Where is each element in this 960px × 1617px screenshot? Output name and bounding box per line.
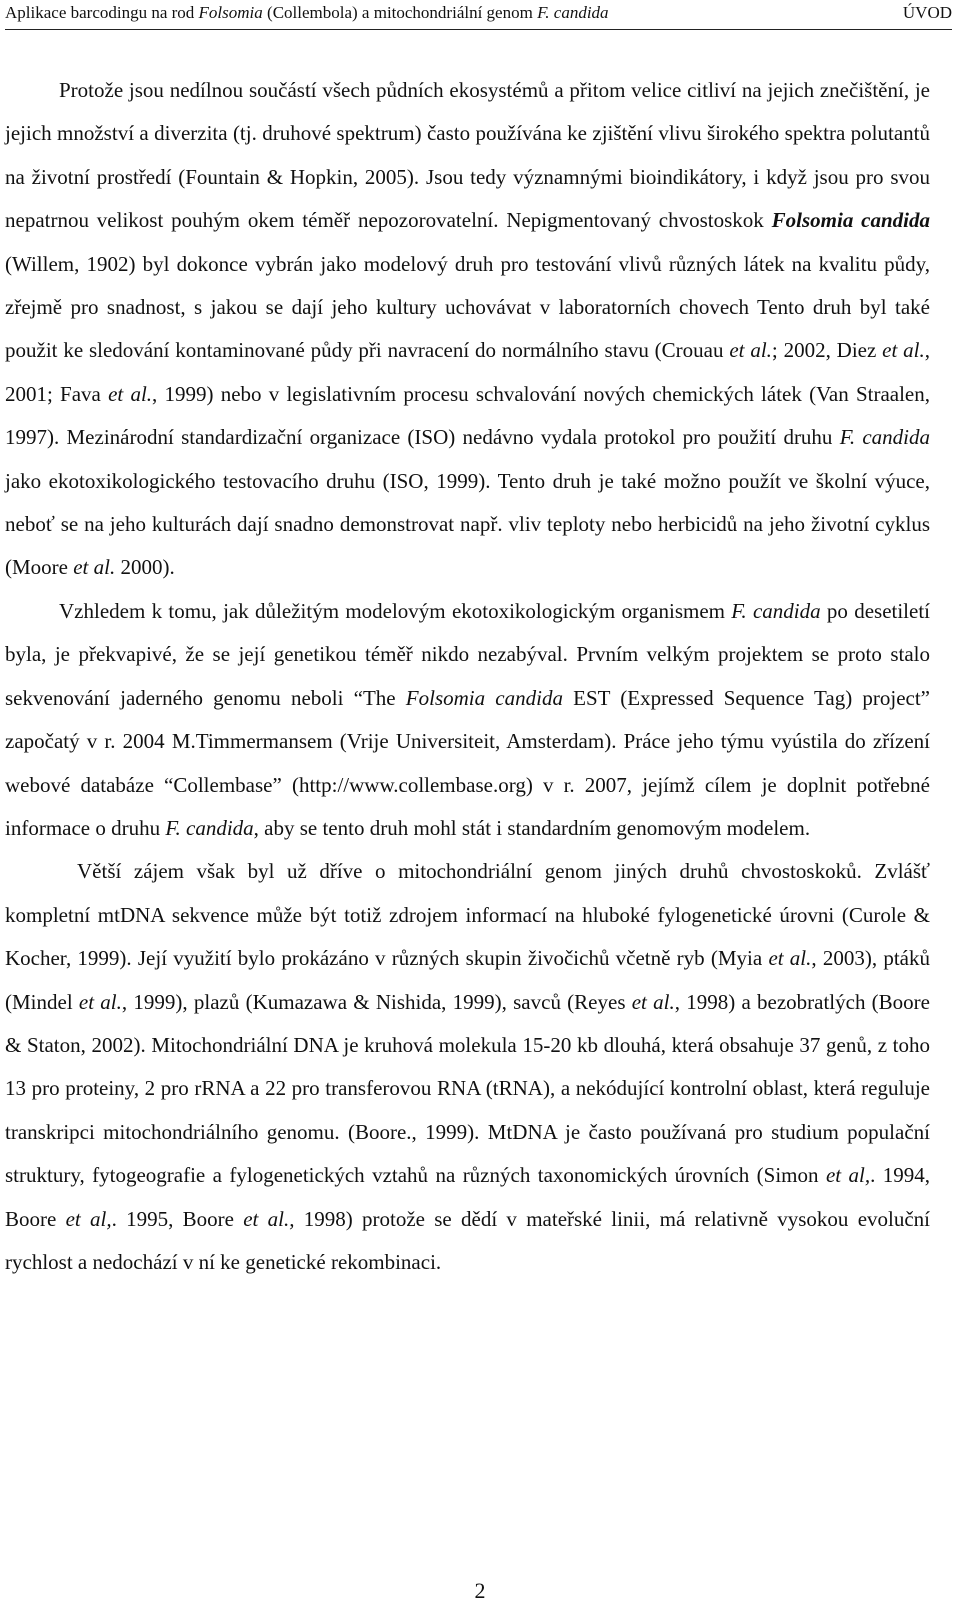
et-al: et al., xyxy=(243,1206,295,1231)
species-name: F. candida xyxy=(165,815,254,840)
species-name: F. candida xyxy=(839,425,930,450)
paragraph-3 xyxy=(5,850,930,1284)
et-al: et al. xyxy=(78,989,122,1014)
et-al: et al. xyxy=(631,989,675,1014)
text-run: (Willem, 1902) byl dokonce vybrán jako modelový druh pro testování vlivů různých látek na kvalitu půdy, zřejmě pro snadnost, s jakou se dají jeho kultury uchovávat v laboratorních chovech Tento druh byl také použit ke sledování kontaminované půdy při navracení do normálního stavu (Crouau xyxy=(5,251,930,363)
header-title xyxy=(5,3,609,23)
text-run: po desetiletí byla, je překvapivé, že se její genetikou téměř nikdo nezabýval. Prvním velkým projektem se proto stalo sekvenování jaderného genomu neboli “The xyxy=(5,598,931,710)
text-run: Větší zájem však byl už dříve o mitochondriální genom jiných druhů chvostoskoků. Zvlášť kompletní mtDNA sekvence může být totiž zdrojem informací na hluboké fylogenetické úrovni (Curole & Kocher, 1999). Její využití bylo prokázáno v různých skupin živočichů včetně ryb (Myia xyxy=(5,859,930,971)
header-title-part: Aplikace barcodingu na rod xyxy=(5,3,199,22)
text-run: . 1995, Boore xyxy=(111,1206,244,1231)
text-run: jako ekotoxikologického testovacího druhu (ISO, 1999). Tento druh je také možno použít ve školní výuce, neboť se na jeho kulturách dají snadno demonstrovat např. vliv teploty nebo herbicidů na jeho životní cyklus (Moore xyxy=(5,468,930,580)
text-run: . 1994, Boore xyxy=(5,1163,931,1231)
text-run: Vzhledem k tomu, jak důležitým modelovým ekotoxikologickým organismem xyxy=(59,598,732,623)
text-run: 2000). xyxy=(115,555,175,580)
et-al: et al. xyxy=(768,946,812,971)
paragraph-1 xyxy=(5,69,930,590)
header-section: ÚVOD xyxy=(902,3,952,22)
text-run: Protože jsou nedílnou součástí všech půdních ekosystémů a přitom velice citliví na jejich znečištění, je jejich množství a diverzita (tj. druhové spektrum) často používána ke zjištění vlivu širokého spektra polutantů na životní prostředí (Fountain & Hopkin, 2005). Jsou tedy významnými bioindikátory, i když jsou pro svou nepatrnou velikost pouhým okem téměř nepozorovatelní. Nepigmentovaný chvostoskok xyxy=(5,78,930,233)
species-name: Folsomia candida xyxy=(405,685,563,710)
body-text xyxy=(5,69,930,1284)
paragraph-2 xyxy=(5,590,930,850)
text-run: , 2001; Fava xyxy=(5,338,930,406)
et-al: et al. xyxy=(729,338,772,363)
text-run: 1998) protože se dědí v mateřské linii, má relativně vysokou evoluční rychlost a nedochází v ní ke genetické rekombinaci. xyxy=(5,1206,931,1274)
text-run: , 1998) a bezobratlých (Boore & Staton, 2002). Mitochondriální DNA je kruhová molekula 15-20 kb dlouhá, která obsahuje 37 genů, z toho 13 pro proteiny, 2 pro rRNA a 22 pro transferovou RNA (tRNA), a nekódující kontrolní oblast, která reguluje transkripci mitochondriálního genomu. (Boore., 1999). MtDNA je často používaná pro studium populační struktury, fytogeografie a fylogenetických vztahů na různých taxonomických úrovních (Simon xyxy=(5,989,930,1188)
et-al: et al, xyxy=(65,1206,112,1231)
text-run: EST (Expressed Sequence Tag) project” započatý v r. 2004 M.Timmermansem (Vrije Universiteit, Amsterdam). Práce jeho týmu vyústila do zřízení webové databáze “Collembase” (http://www.collembase.org) v r. 2007, jejímž cílem je doplnit potřebné informace o druhu xyxy=(5,685,930,840)
text-run: , 1999), plazů (Kumazawa & Nishida, 1999), savců (Reyes xyxy=(121,989,632,1014)
header-title-species: F. candida xyxy=(537,3,609,22)
text-run: , aby se tento druh mohl stát i standardním genomovým modelem. xyxy=(253,815,811,840)
running-header xyxy=(5,3,952,30)
text-run: ; 2002, Diez xyxy=(771,338,883,363)
et-al: et al, xyxy=(825,1163,871,1188)
header-title-part: (Collembola) a mitochondriální genom xyxy=(262,3,538,22)
et-al: et al. xyxy=(73,555,116,580)
header-title-genus: Folsomia xyxy=(198,3,263,22)
et-al: et al. xyxy=(882,338,925,363)
text-run: , 1999) nebo v legislativním procesu schvalování nových chemických látek (Van Straalen, 1997). Mezinárodní standardizační organizace (ISO) nedávno vydala protokol pro použití druhu xyxy=(5,381,930,450)
page-number: 2 xyxy=(474,1578,486,1603)
text-run: , 2003), ptáků (Mindel xyxy=(5,946,930,1014)
species-name: Folsomia candida xyxy=(771,208,930,233)
et-al: et al. xyxy=(108,381,153,406)
species-name: F. candida xyxy=(731,598,821,623)
